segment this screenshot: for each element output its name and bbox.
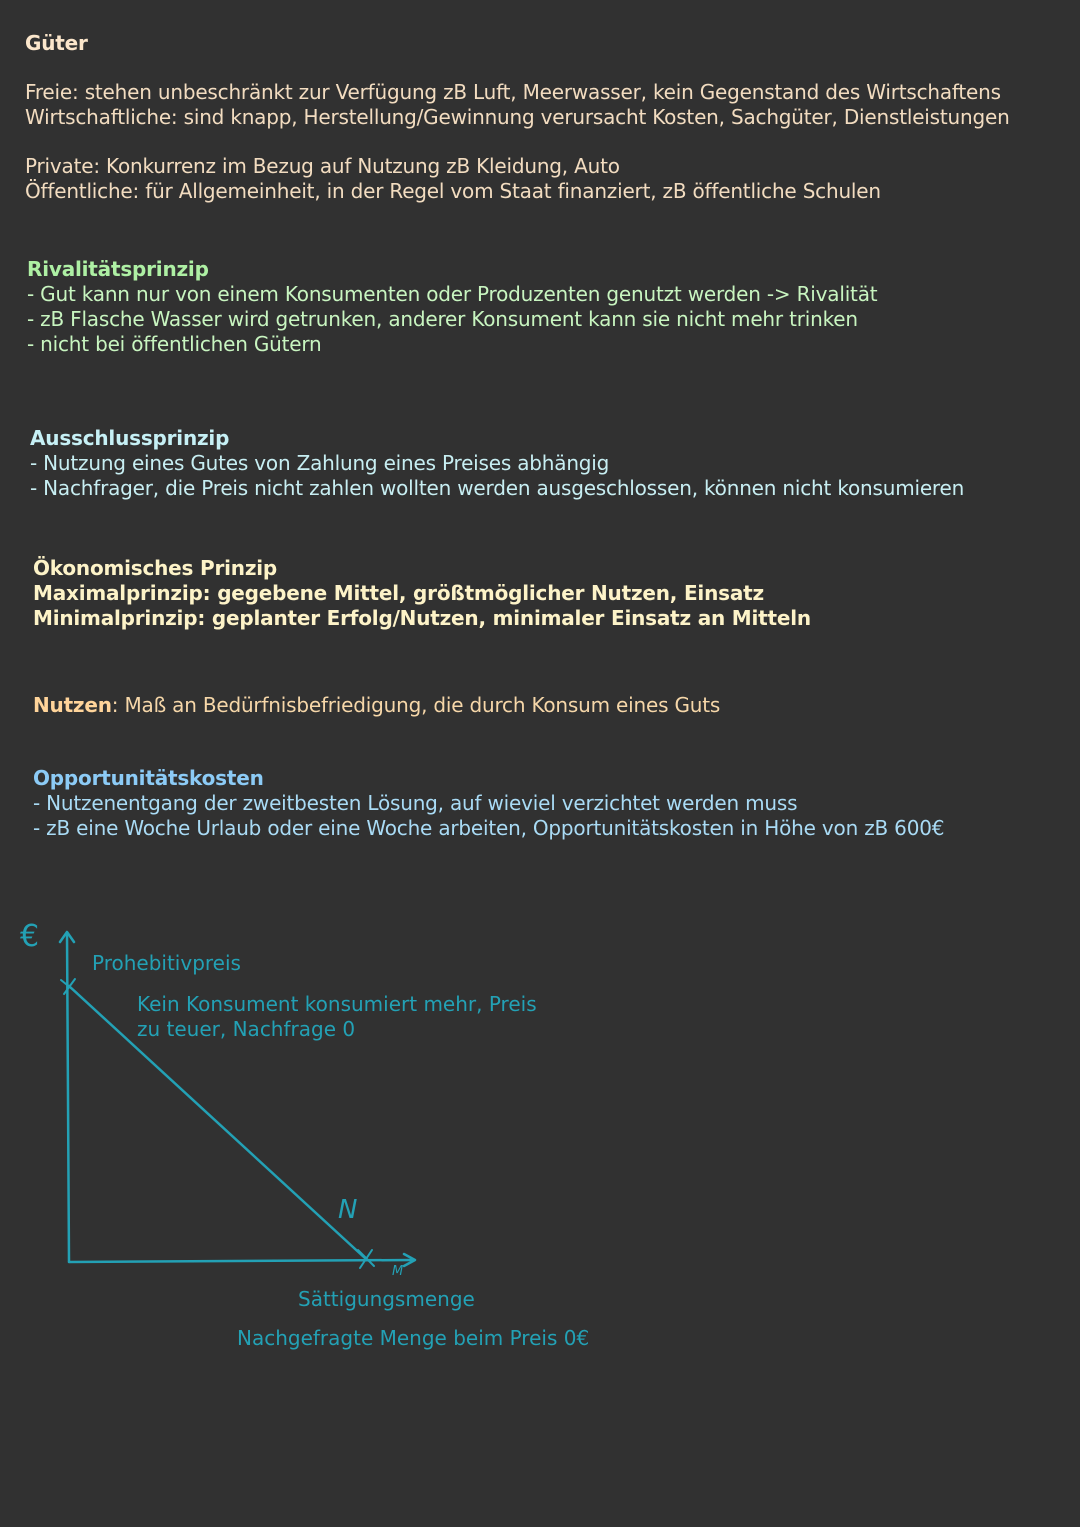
series-label-N: N (338, 1195, 358, 1225)
prohibitive-price-label: Prohebitivpreis (92, 951, 241, 975)
section-title-rivalitaet: Rivalitätsprinzip (27, 257, 209, 281)
saturation-quantity-label: Sättigungsmenge (298, 1287, 475, 1311)
ausschluss-item: - Nutzung eines Gutes von Zahlung eines Preises abhängig (30, 451, 610, 475)
gueter-wirtschaftliche: Wirtschaftliche: sind knapp, Herstellung/Gewinnung verursacht Kosten, Sachgüter, Dienstleistungen (25, 105, 1010, 129)
prohibitive-price-marker (61, 979, 77, 994)
x-axis (69, 1260, 414, 1262)
opportunitaet-item: - Nutzenentgang der zweitbesten Lösung, auf wieviel verzichtet werden muss (33, 791, 798, 815)
gueter-freie: Freie: stehen unbeschränkt zur Verfügung zB Luft, Meerwasser, kein Gegenstand des Wirtschaftens (25, 80, 1001, 104)
ausschluss-item: - Nachfrager, die Preis nicht zahlen wollten werden ausgeschlossen, können nicht konsumieren (30, 476, 965, 500)
nutzen-definition: : Maß an Bedürfnisbefriedigung, die durch Konsum eines Guts (111, 693, 721, 717)
oekonomisch-item: Minimalprinzip: geplanter Erfolg/Nutzen, minimaler Einsatz an Mitteln (33, 606, 811, 630)
demand-curve-chart (0, 900, 620, 1370)
opportunitaet-item: - zB eine Woche Urlaub oder eine Woche arbeiten, Opportunitätskosten in Höhe von zB 600€ (33, 816, 945, 840)
rivalitaet-item: - zB Flasche Wasser wird getrunken, anderer Konsument kann sie nicht mehr trinken (27, 307, 858, 331)
nutzen-term: Nutzen (33, 693, 112, 717)
saturation-quantity-note: Nachgefragte Menge beim Preis 0€ (237, 1326, 590, 1350)
y-axis-label: € (20, 919, 40, 954)
section-title-ausschluss: Ausschlussprinzip (30, 426, 230, 450)
rivalitaet-item: - Gut kann nur von einem Konsumenten oder Produzenten genutzt werden -> Rivalität (27, 282, 878, 306)
rivalitaet-item: - nicht bei öffentlichen Gütern (27, 332, 322, 356)
gueter-oeffentliche: Öffentliche: für Allgemeinheit, in der Regel vom Staat finanziert, zB öffentliche Schulen (25, 179, 881, 203)
prohibitive-price-note: zu teuer, Nachfrage 0 (137, 1017, 356, 1041)
prohibitive-price-note: Kein Konsument konsumiert mehr, Preis (137, 992, 537, 1016)
section-title-oekonomisch: Ökonomisches Prinzip (33, 556, 278, 580)
x-axis-label: M (392, 1264, 404, 1279)
nutzen-definition-line (33, 693, 720, 717)
section-title-gueter: Güter (25, 31, 88, 55)
section-title-opportunitaet: Opportunitätskosten (33, 766, 264, 790)
gueter-private: Private: Konkurrenz im Bezug auf Nutzung zB Kleidung, Auto (25, 154, 620, 178)
y-axis (67, 933, 69, 1262)
oekonomisch-item: Maximalprinzip: gegebene Mittel, größtmöglicher Nutzen, Einsatz (33, 581, 764, 605)
